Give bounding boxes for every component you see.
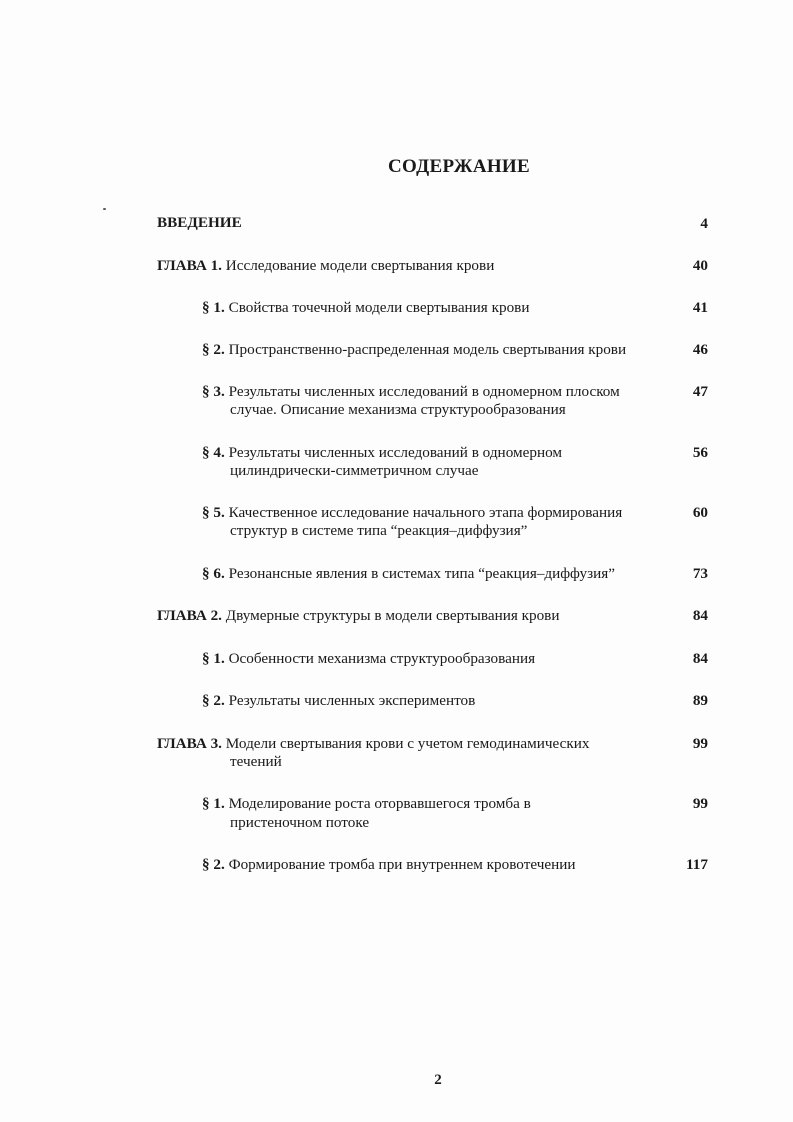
toc-entry-label: § 2. xyxy=(202,856,225,873)
toc-entry-label: § 5. xyxy=(202,504,225,521)
toc-entry-title: Формирование тромба при внутреннем кровотечении xyxy=(228,856,576,873)
toc-page-number: 99 xyxy=(692,735,708,752)
toc-page-number: 40 xyxy=(692,257,708,274)
toc-entry-chapter-3[interactable] xyxy=(157,734,590,753)
toc-entry-label: § 3. xyxy=(202,383,225,400)
scan-speck xyxy=(103,208,106,210)
toc-entry-ch1-section-4[interactable] xyxy=(202,443,562,462)
toc-entry-title: Качественное исследование начального этапа формирования xyxy=(228,504,623,521)
toc-entry-title: Пространственно-распределенная модель свертывания крови xyxy=(228,341,627,358)
toc-entry-title: Модели свертывания крови с учетом гемодинамических xyxy=(225,735,590,752)
toc-entry-label: ГЛАВА 1. xyxy=(157,257,222,274)
toc-entry-ch1-section-1[interactable] xyxy=(202,298,529,317)
toc-entry-ch1-section-6[interactable] xyxy=(202,564,615,583)
toc-entry-title: Свойства точечной модели свертывания крови xyxy=(228,299,530,316)
toc-entry-continuation xyxy=(230,521,527,540)
toc-page-number: 4 xyxy=(700,215,708,232)
toc-entry-label: § 2. xyxy=(202,692,225,709)
toc-page-number: 99 xyxy=(692,795,708,812)
toc-entry-continuation xyxy=(230,461,479,480)
toc-entry-title-line-2: цилиндрически-симметричном случае xyxy=(230,462,479,479)
toc-entry-label: § 4. xyxy=(202,444,225,461)
toc-entry-ch3-section-2[interactable] xyxy=(202,855,575,874)
toc-page-number: 60 xyxy=(692,504,708,521)
toc-entry-label: § 1. xyxy=(202,650,225,667)
toc-entry-title-line-2: структур в системе типа “реакция–диффузия” xyxy=(230,522,528,539)
toc-entry-title: Резонансные явления в системах типа “реакция–диффузия” xyxy=(228,565,615,582)
toc-entry-label: § 1. xyxy=(202,795,225,812)
toc-entry-title: Результаты численных исследований в одномерном плоском xyxy=(228,383,620,400)
toc-entry-ch1-section-2[interactable] xyxy=(202,340,626,359)
toc-entry-title: Двумерные структуры в модели свертывания крови xyxy=(225,607,560,624)
toc-entry-title: Исследование модели свертывания крови xyxy=(225,257,495,274)
toc-entry-ch1-section-5[interactable] xyxy=(202,503,622,522)
toc-entry-chapter-1[interactable] xyxy=(157,256,494,275)
toc-page-number: 117 xyxy=(686,856,708,873)
toc-page-number: 89 xyxy=(692,692,708,709)
toc-entry-ch2-section-1[interactable] xyxy=(202,649,535,668)
toc-entry-label: ГЛАВА 2. xyxy=(157,607,222,624)
toc-entry-label: § 6. xyxy=(202,565,225,582)
toc-entry-chapter-2[interactable] xyxy=(157,606,559,625)
toc-page-number: 84 xyxy=(692,607,708,624)
toc-page-number: 73 xyxy=(692,565,708,582)
toc-entry-title: Результаты численных экспериментов xyxy=(228,692,476,709)
toc-entry-title: Результаты численных исследований в одномерном xyxy=(228,444,562,461)
toc-entry-introduction[interactable] xyxy=(157,213,242,232)
toc-entry-continuation xyxy=(230,400,566,419)
toc-page-number: 41 xyxy=(692,299,708,316)
toc-page-number: 56 xyxy=(692,444,708,461)
toc-entry-title-line-2: течений xyxy=(230,753,282,770)
toc-entry-ch1-section-3[interactable] xyxy=(202,382,620,401)
toc-title: СОДЕРЖАНИЕ xyxy=(388,156,530,177)
toc-entry-continuation xyxy=(230,752,282,771)
toc-page-number: 46 xyxy=(692,341,708,358)
toc-entry-title: Особенности механизма структурообразования xyxy=(228,650,536,667)
toc-page-number: 47 xyxy=(692,383,708,400)
toc-entry-label: ГЛАВА 3. xyxy=(157,735,222,752)
toc-entry-continuation xyxy=(230,813,369,832)
toc-entry-label: § 2. xyxy=(202,341,225,358)
toc-page-number: 84 xyxy=(692,650,708,667)
toc-entry-label: § 1. xyxy=(202,299,225,316)
toc-entry-ch2-section-2[interactable] xyxy=(202,691,475,710)
toc-entry-title-line-2: случае. Описание механизма структурообразования xyxy=(230,401,566,418)
toc-entry-ch3-section-1[interactable] xyxy=(202,794,531,813)
page-footer-number: 2 xyxy=(434,1072,442,1088)
toc-entry-title: Моделирование роста оторвавшегося тромба в xyxy=(228,795,531,812)
toc-entry-label: ВВЕДЕНИЕ xyxy=(157,214,242,231)
toc-entry-title-line-2: пристеночном потоке xyxy=(230,814,370,831)
